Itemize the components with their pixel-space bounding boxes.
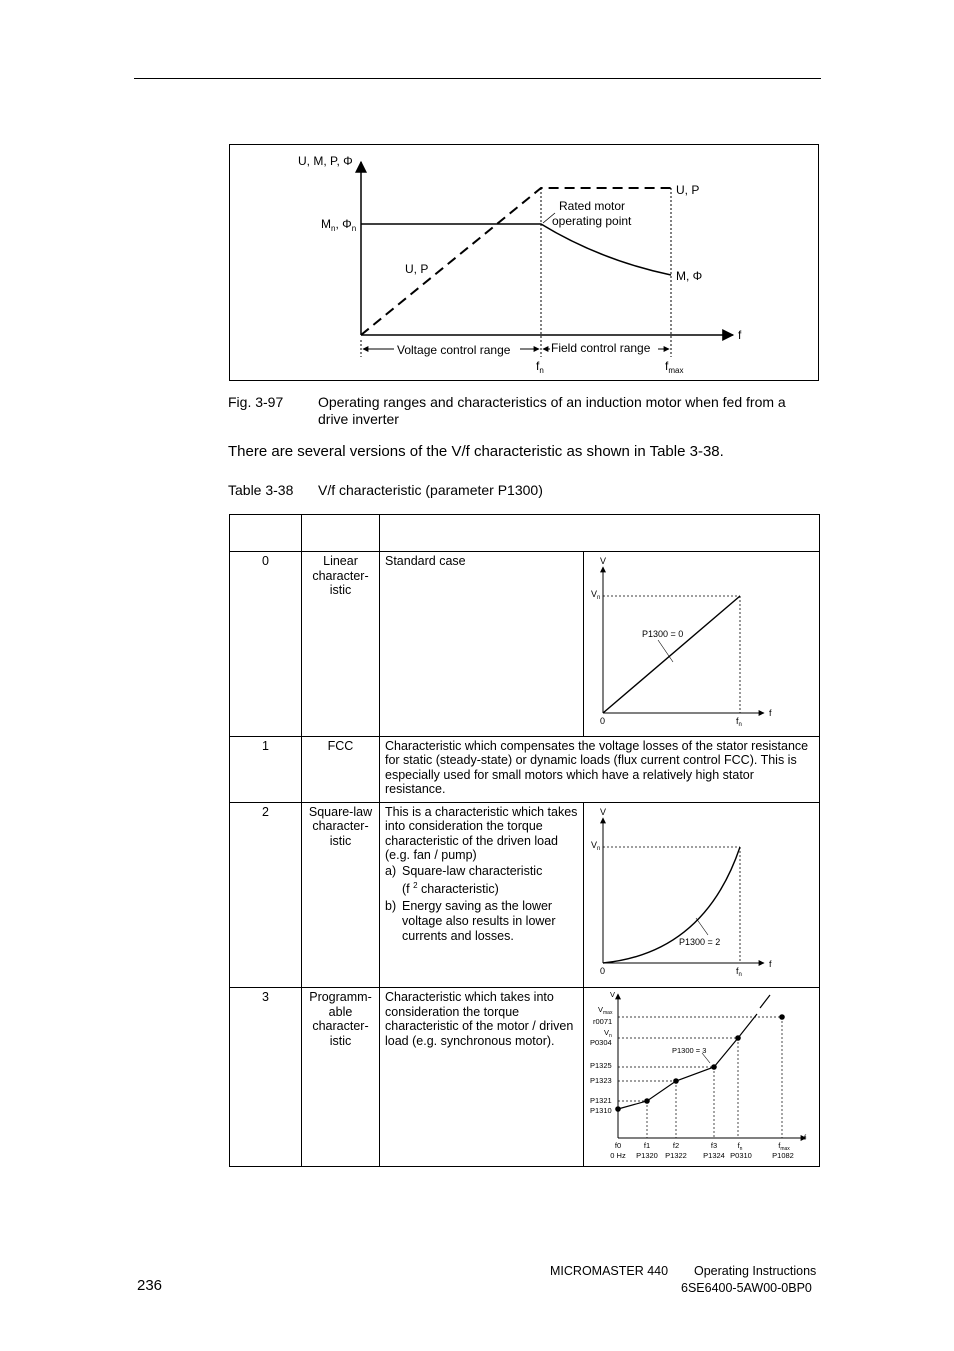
curve-label: P1300 = 0 [642, 629, 684, 639]
curve-leader [658, 640, 673, 662]
footer-doc-type: Operating Instructions [694, 1264, 817, 1278]
curve-leader [696, 918, 708, 935]
list-letter: b) [385, 899, 397, 914]
svg-text:0 Hz: 0 Hz [610, 1151, 626, 1161]
list-text-2-post: characteristic) [417, 881, 499, 896]
programmable-characteristic-graph [584, 988, 818, 1162]
row-value: 2 [230, 802, 302, 988]
row-description: Standard case [380, 552, 584, 737]
list-text: Energy saving as the lower voltage also results in lower currents and losses. [402, 899, 556, 943]
svg-text:P1322: P1322 [665, 1151, 687, 1161]
figure-operating-ranges [229, 144, 819, 381]
field-range-label: Field control range [551, 341, 651, 355]
voltage-range-label: Voltage control range [397, 343, 511, 357]
figure-caption: Operating ranges and characteristics of an induction motor when fed from a drive inverter [318, 394, 786, 427]
svg-text:P1320: P1320 [636, 1151, 658, 1161]
footer-order-number: 6SE6400-5AW00-0BP0 [681, 1281, 812, 1295]
rated-point-label-1: Rated motor [559, 199, 626, 213]
row-name: FCC [302, 736, 380, 802]
y-axis-label: U, M, P, Φ [298, 154, 353, 168]
list-text: Square-law characteristic [402, 863, 543, 878]
torque-flux-label: M, Φ [676, 269, 703, 283]
table-caption: V/f characteristic (parameter P1300) [318, 482, 543, 498]
table-row [230, 552, 820, 737]
table-row [230, 988, 820, 1167]
up-left-label: U, P [405, 262, 429, 276]
row-name: Linear character-istic [302, 552, 380, 737]
vf-characteristic-table [229, 514, 820, 1167]
square-law-graph [584, 803, 818, 984]
curve-label: P1300 = 3 [672, 1046, 707, 1056]
svg-text:P0304: P0304 [590, 1038, 612, 1048]
vn-label: $V_n$ [591, 839, 601, 852]
rated-torque-flux-label: $M_n$, $\Phi_n$ [321, 217, 357, 233]
list-text-2-pre: (f [402, 881, 414, 896]
figure-number: Fig. 3-97 [228, 394, 284, 410]
svg-text:P0310: P0310 [730, 1151, 752, 1161]
list-letter: a) [385, 863, 397, 878]
svg-text:f1: f1 [643, 1141, 651, 1151]
fn-label: $f_n$ [736, 965, 742, 978]
programmable-curve [618, 1014, 757, 1109]
row-description: Characteristic which compensates the voltage losses of the stator resistance for static (steady-state) or dynamic loads (flux current control FCC). This is especially used for small motors which have a relatively high stator resistance. [380, 736, 820, 802]
table-number: Table 3-38 [228, 482, 294, 498]
list-item [385, 864, 578, 896]
v-label: V [600, 556, 607, 566]
header-cell-value [230, 515, 302, 552]
row-graph [584, 552, 820, 737]
svg-text:fmax: $f_{max}$ [778, 1141, 790, 1153]
svg-text:P1321: P1321 [590, 1096, 612, 1106]
svg-text:P1310: P1310 [590, 1106, 612, 1116]
f-label: f [769, 958, 772, 969]
svg-text:P1325: P1325 [590, 1061, 612, 1071]
zero-label: 0 [600, 965, 606, 976]
row-description-list [385, 864, 578, 943]
row-graph [584, 802, 820, 988]
header-cell-name [302, 515, 380, 552]
fn-label: $f_n$ [736, 716, 742, 728]
svg-text:Vmax: $V_{max}$ [598, 1005, 613, 1017]
table-row [230, 736, 820, 802]
svg-text:Vn: $V_n$ [604, 1028, 612, 1040]
row-graph [584, 988, 820, 1167]
f-axis-label: f [738, 328, 742, 342]
row-name: Square-law character-istic [302, 802, 380, 988]
guide-lines [618, 1017, 782, 1138]
x-labels [610, 1141, 794, 1160]
list-superscript: 2 [413, 880, 418, 890]
page-number: 236 [137, 1277, 163, 1294]
svg-text:f0: f0 [614, 1141, 622, 1151]
svg-text:V: V [610, 990, 616, 1000]
row-name: Programm-able character-istic [302, 988, 380, 1167]
svg-text:P1082: P1082 [772, 1151, 794, 1161]
operating-ranges-diagram [230, 145, 818, 380]
row-description-intro: This is a characteristic which takes into consideration the torque characteristic of the driven load (e.g. fan / pump) [385, 804, 578, 863]
linear-characteristic-graph [584, 552, 818, 732]
header-cell-description [380, 515, 820, 552]
curve-points [615, 1014, 785, 1112]
row-description: Characteristic which takes into consideration the torque characteristic of the motor / driven load (e.g. synchronous motor). [380, 988, 584, 1167]
svg-text:r0071: r0071 [593, 1017, 613, 1027]
zero-label: 0 [600, 716, 606, 726]
row-description [380, 802, 584, 988]
intro-paragraph: There are several versions of the V/f characteristic as shown in Table 3-38. [228, 443, 724, 460]
vn-label: $V_n$ [591, 589, 601, 601]
list-item [385, 899, 578, 943]
fmax-label: $f_{max}$ [665, 359, 684, 375]
row-value: 3 [230, 988, 302, 1167]
row-value: 1 [230, 736, 302, 802]
f-label: f [804, 1133, 807, 1143]
header-rule [134, 78, 821, 79]
curve-extension [760, 995, 770, 1008]
svg-text:P1324: P1324 [703, 1151, 725, 1161]
footer-product: MICROMASTER 440 [550, 1264, 669, 1278]
f-label: f [769, 708, 772, 718]
table-header-row [230, 515, 820, 552]
svg-text:f3: f3 [710, 1141, 718, 1151]
v-label: V [600, 806, 607, 817]
svg-text:fn: $f_n$ [737, 1141, 743, 1153]
y-labels [590, 990, 615, 1115]
up-top-label: U, P [676, 183, 700, 197]
table-row [230, 802, 820, 988]
row-value: 0 [230, 552, 302, 737]
svg-text:P1323: P1323 [590, 1076, 612, 1086]
rated-point-label-2: operating point [552, 214, 632, 228]
linear-curve [603, 596, 740, 713]
svg-text:f2: f2 [672, 1141, 680, 1151]
curve-label: P1300 = 2 [679, 936, 721, 947]
fn-label: $f_n$ [536, 359, 544, 375]
